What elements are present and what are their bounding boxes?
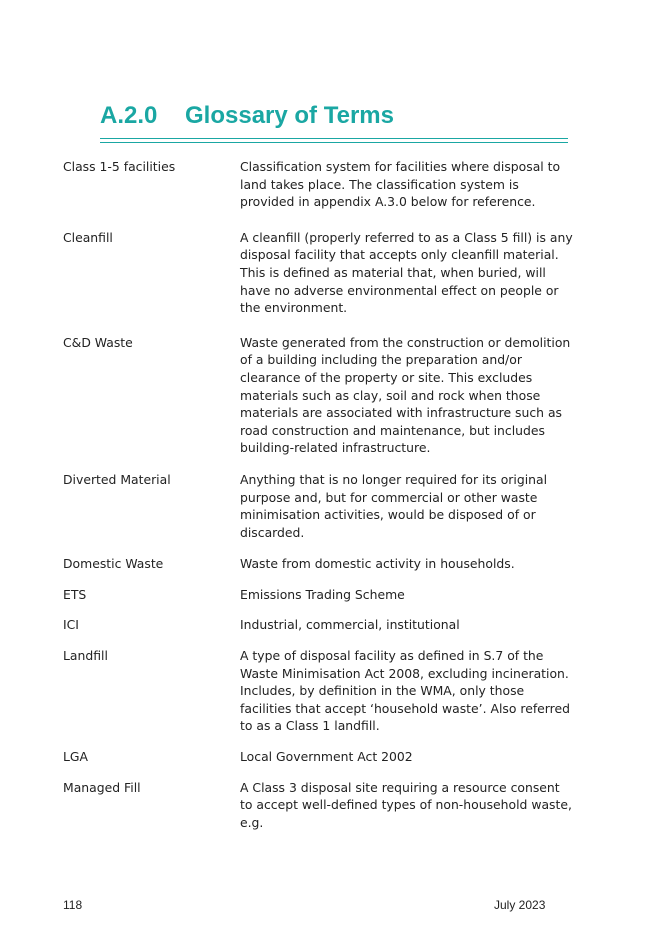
section-title: Glossary of Terms — [185, 102, 394, 129]
glossary-term: ETS — [63, 586, 87, 602]
glossary-definition: Emissions Trading Scheme — [240, 586, 405, 602]
glossary-term: Class 1-5 facilities — [63, 159, 176, 174]
glossary-entry — [63, 229, 573, 317]
glossary-definition: Waste generated from the construction or demolition of a building including the preparation and/or clearance of the property or site. This excludes materials such as clay, soil and rock when those materials are associated with infrastructure such as road construction and maintenance, but includes building-related infrastructure. — [240, 334, 571, 456]
footer-date: July 2023 — [494, 898, 546, 912]
glossary-entry — [63, 586, 573, 604]
page-number: 118 — [63, 898, 83, 912]
heading-rule-bottom — [100, 142, 568, 143]
glossary-term: Landfill — [63, 648, 108, 664]
glossary-entry — [63, 334, 573, 457]
heading-rule-top — [100, 138, 568, 139]
glossary-term: Cleanfill — [63, 229, 113, 245]
glossary-definition: Classification system for facilities where disposal to land takes place. The classification system is provided in appendix A.3.0 below for reference. — [240, 159, 561, 210]
glossary-entry — [63, 471, 573, 541]
glossary-definition: Anything that is no longer required for its original purpose and, but for commercial or other waste minimisation activities, would be disposed of or discarded. — [240, 471, 548, 540]
section-number: A.2.0 — [100, 102, 158, 129]
glossary-definition: A Class 3 disposal site requiring a resource consent to accept well-defined types of non-household waste, e.g. — [240, 779, 572, 830]
glossary-term: Domestic Waste — [63, 556, 164, 572]
glossary-definition: Waste from domestic activity in households. — [240, 556, 515, 572]
glossary-term: Managed Fill — [63, 779, 141, 795]
section-heading — [100, 102, 394, 130]
glossary-definition: Local Government Act 2002 — [240, 749, 413, 765]
glossary-term: LGA — [63, 749, 88, 765]
glossary-entry — [63, 158, 573, 211]
glossary-definition: Industrial, commercial, institutional — [240, 617, 460, 633]
glossary-term: ICI — [63, 617, 79, 633]
glossary-definition: A type of disposal facility as defined in S.7 of the Waste Minimisation Act 2008, excluding incineration. Includes, by definition in the WMA, only those facilities that accept ‘household waste’. Also referred to as a Class 1 landfill. — [240, 648, 570, 734]
glossary-entry — [63, 748, 573, 766]
glossary-term: C&D Waste — [63, 334, 133, 350]
glossary-term: Diverted Material — [63, 471, 171, 487]
glossary-entry — [63, 779, 573, 832]
glossary-entry — [63, 555, 573, 573]
glossary-definition: A cleanfill (properly referred to as a Class 5 fill) is any disposal facility that accepts only cleanfill material. This is defined as material that, when buried, will have no adverse environmental effect on people or the environment. — [240, 229, 573, 316]
glossary-entry — [63, 616, 573, 634]
glossary-entry — [63, 647, 573, 735]
glossary-list — [63, 158, 573, 831]
